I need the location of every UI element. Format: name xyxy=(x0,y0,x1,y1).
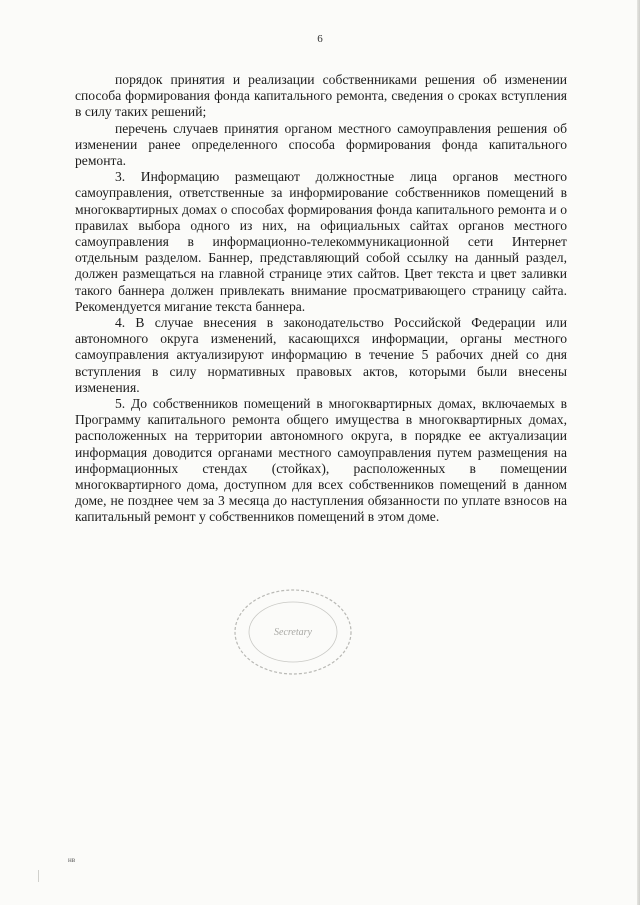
round-stamp-seal xyxy=(228,585,358,680)
paragraph-3: 3. Информацию размещают должностные лица органов местного самоуправления, ответственные за информирование собственников помещений в многоквартирных домах о способах формирования фонда капитального ремонта и о правилах выбора одного из них, на официальных сайтах органов местного самоуправления в информационно-телекоммуникационной сети Интернет отдельным разделом. Баннер, представляющий собой ссылку на данный раздел, должен размещаться на главной странице этих сайтов. Цвет текста и цвет заливки такого баннера должен привлекать внимание просматривающего страницу сайта. Рекомендуется мигание текста баннера. xyxy=(75,169,567,314)
page-number: 6 xyxy=(317,33,323,45)
svg-text:Secretary: Secretary xyxy=(274,627,312,638)
paragraph-procedure: порядок принятия и реализации собственниками решения об изменении способа формирования фонда капитального ремонта, сведения о сроках вступления в силу таких решений; xyxy=(75,72,567,120)
paragraph-4: 4. В случае внесения в законодательство Российской Федерации или автономного округа изменений, касающихся информации, органы местного самоуправления актуализируют информацию в течение 5 рабочих дней со дня вступления в силу нормативных правовых актов, которыми были внесены изменения. xyxy=(75,315,567,395)
footer-initials: нв xyxy=(68,856,76,864)
document-body xyxy=(75,72,567,526)
paragraph-cases-list: перечень случаев принятия органом местного самоуправления решения об изменении ранее определенного способа формирования фонда капитального ремонта. xyxy=(75,120,567,169)
paragraph-5: 5. До собственников помещений в многоквартирных домах, включаемых в Программу капитального ремонта общего имущества в многоквартирных домах, расположенных на территории автономного округа, в порядке ее актуализации информация доводится органами местного самоуправления путем размещения на информационных стендах (стойках), расположенных в помещении многоквартирного дома, доступном для всех собственников помещений в данном доме, не позднее чем за 3 месяца до наступления обязанности по уплате взносов на капитальный ремонт у собственников помещений в этом доме. xyxy=(75,396,567,525)
scan-mark xyxy=(38,870,39,882)
